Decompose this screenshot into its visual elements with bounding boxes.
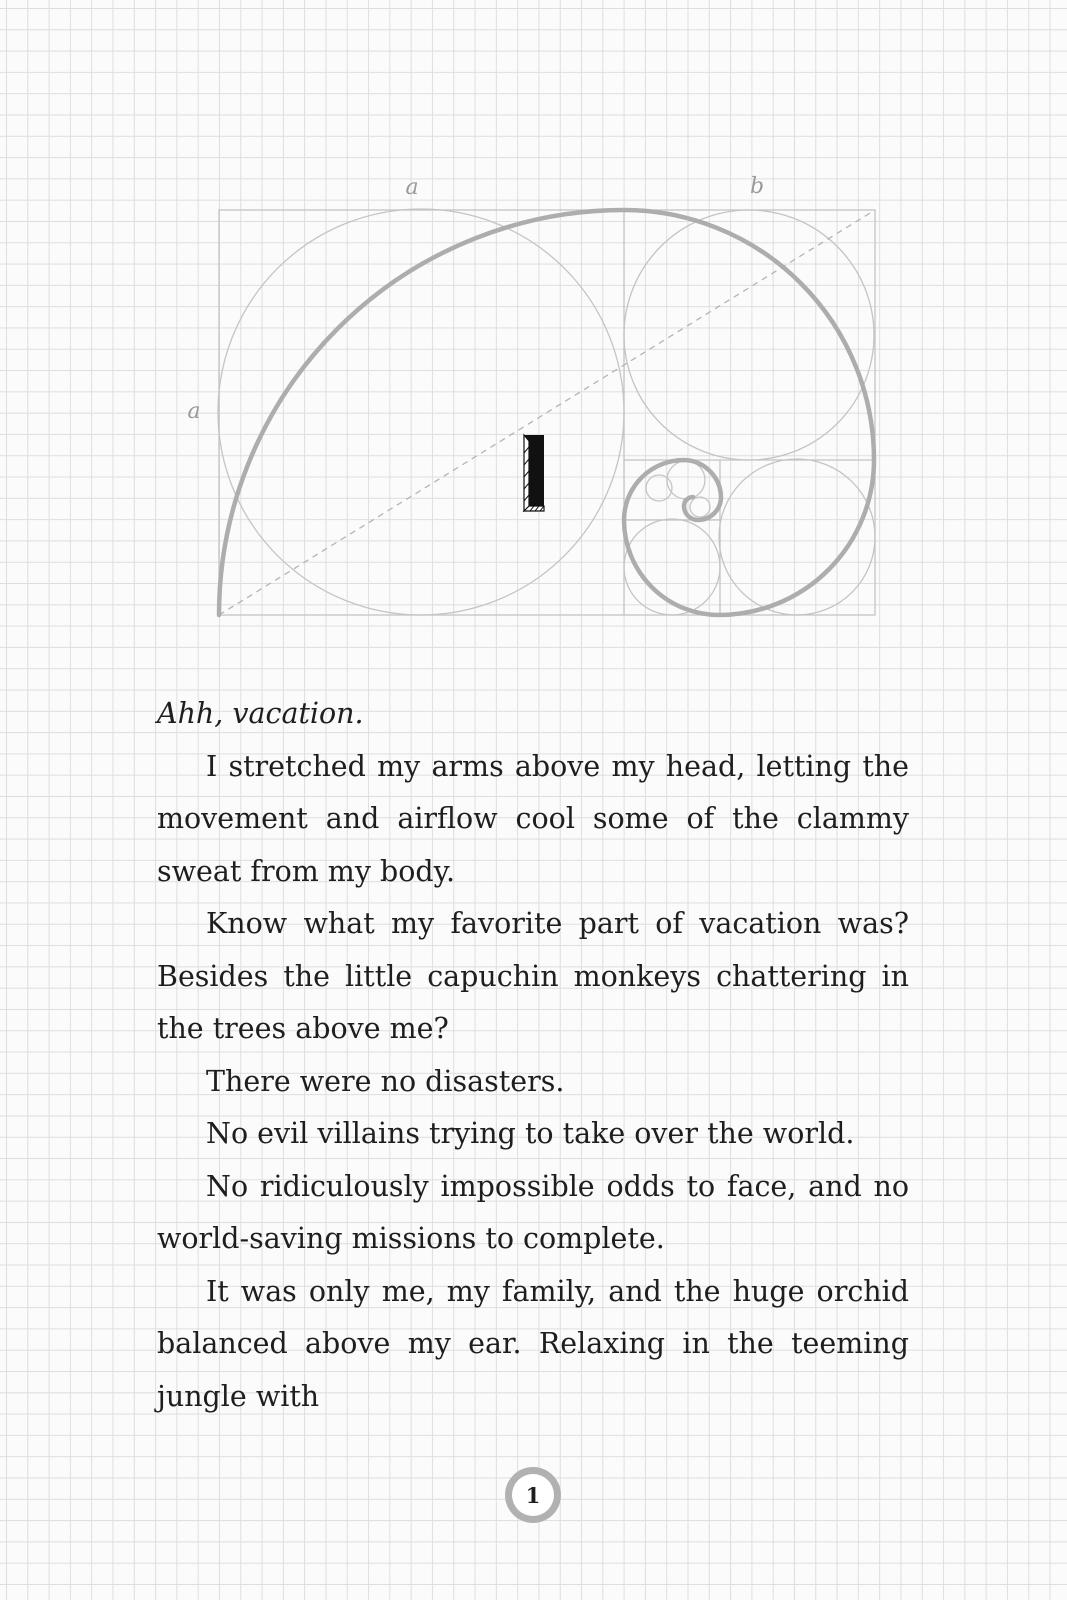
guide-circle-top-right	[624, 210, 874, 460]
diagonal-guide	[219, 210, 875, 615]
paragraph: It was only me, my family, and the huge orchid balanced above my ear. Relaxing in the teeming jungle with	[157, 1274, 909, 1413]
page-number: 1	[512, 1474, 554, 1516]
label-a-left: a	[187, 399, 201, 424]
paragraph: I stretched my arms above my head, letting the movement and airflow cool some of the clammy sweat from my body.	[157, 749, 909, 888]
body-text	[157, 688, 909, 1423]
label-a-top: a	[405, 175, 419, 200]
page-number-badge	[505, 1467, 561, 1523]
paragraph-opening: Ahh, vacation.	[157, 697, 364, 730]
golden-ratio-diagram	[0, 0, 1067, 640]
paragraph: There were no disasters.	[206, 1064, 565, 1098]
chapter-number-graphic	[520, 433, 546, 513]
paragraph: No ridiculously impossible odds to face, and no world-saving missions to complete.	[157, 1169, 909, 1255]
label-b-top: b	[749, 174, 765, 199]
paragraph: No evil villains trying to take over the world.	[206, 1117, 855, 1150]
guide-circle-tiny-1	[667, 461, 705, 499]
paragraph: Know what my favorite part of vacation was? Besides the little capuchin monkeys chattering in the trees above me?	[157, 907, 909, 1045]
guide-circle-tiny-3	[690, 497, 710, 517]
guide-circle-large	[218, 209, 624, 615]
